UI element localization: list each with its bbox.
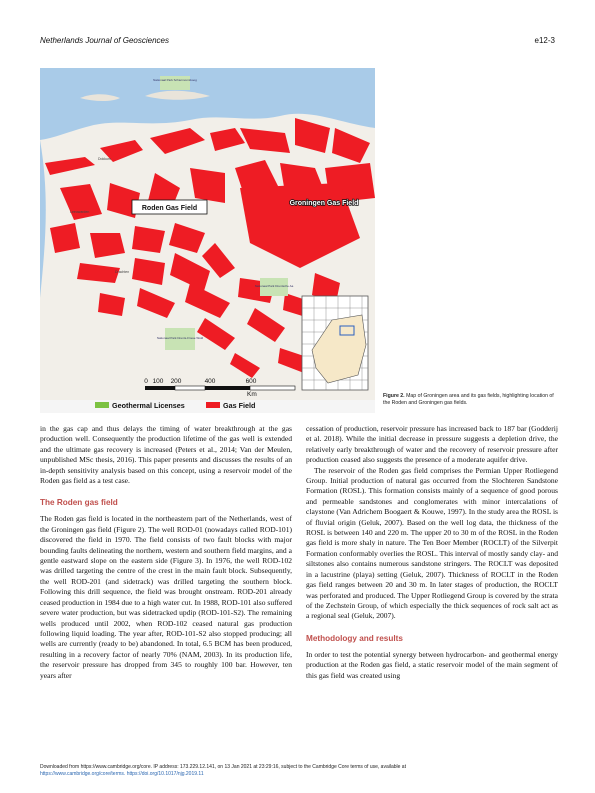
legend-gas-field: Gas Field bbox=[223, 401, 256, 410]
right-paragraph-3: In order to test the potential synergy between hydrocarbon- and geothermal energy production at the Roden gas field, a static reservoir model of the main segment of this gas field was created using bbox=[306, 649, 558, 680]
town-label-2: Leeuwarden bbox=[70, 210, 90, 214]
footer-line-2[interactable]: https://www.cambridge.org/core/terms. https://doi.org/10.1017/njg.2019.11 bbox=[40, 771, 204, 777]
park-label-2: Nationaal Park Drentsche Aa bbox=[254, 284, 294, 288]
right-paragraph-2: The reservoir of the Roden gas field comprises the Permian Upper Rotliegend Group. Initial production of natural gas occurred from the Slochteren Sandstone Formation (ROSL). This formation consists mainly of a sequence of good porous and permeable sandstones and conglomerates with minor intercalations of claystone (Van Adrichem Boogaert & Kouwe, 1997). In the study area the ROSL is of fluvial origin (Geluk, 2007). Based on the well log data, the thickness of the ROSL is between 140 and 220 m. The upper 20 to 30 m of the ROSL in the Roden gas field is more shaly in nature. The Ten Boer Member (ROCLT) of the Silverpit Formation conformably overlies the ROSL. This interval of mostly sandy clay- and siltstones also contains numerous sandstone stringers. The ROCLT was deposited in a lacustrine (playa) setting (Geluk, 2007). Thickness of ROCLT in the Roden gas field ranges between 20 and 30 m. In later stages of production, the ROCLT was perforated and produced. The Upper Rotliegend Group is covered by the strata of the Zechstein Group, of which especially the thick sequences of rock salt act as a regional seal (Geluk, 2007). bbox=[306, 465, 558, 621]
figure-caption-text: Map of Groningen area and its gas fields, highlighting location of the Roden and Groningen gas fields. bbox=[383, 393, 554, 406]
section-heading-methodology: Methodology and results bbox=[306, 633, 403, 643]
figure-map bbox=[40, 68, 375, 413]
scale-tick-200: 200 bbox=[170, 378, 182, 385]
town-label-1: Dokkum bbox=[98, 157, 111, 161]
left-paragraph-1: in the gas cap and thus delays the timing of water breakthrough at the gas production well. Consequently the production lifetime of the gas well is extended and the ultimate gas recovery is increased (Peters et al., 2014; Van der Meulen, unpublished MSc thesis, 2016). This paper presents and discusses the results of an in-depth sensitivity analysis based on this concept, using a reservoir model of the Roden gas field as a test case. bbox=[40, 424, 292, 486]
download-footer bbox=[40, 764, 560, 778]
page-number: e12-3 bbox=[534, 36, 555, 45]
town-label-3: Drachten bbox=[115, 270, 130, 274]
journal-title: Netherlands Journal of Geosciences bbox=[40, 36, 169, 45]
figure-caption bbox=[383, 393, 558, 407]
left-paragraph-2: The Roden gas field is located in the northeastern part of the Netherlands, west of the Groningen gas field (Figure 2). The well ROD-01 (nowadays called ROD-101) discovered the field in 1970. The field consists of two fault blocks with major bounding faults delineating the northern, western and southern field margins, and a gentle eastward slope on the eastern side (Figure 3). In 1976, the well ROD-102 was drilled targeting the centre of the crest in the main fault block. Subsequently, the well ROD-201 (and sidetrack) was drilled targeting the southern block. Following this drill sequence, the field was brought onstream. ROD-201 already ceased production in 1984 due to a high water cut. In 1988, ROD-101 also suffered severe water production, but was sidetracked updip (ROD-101-S2). The remaining wells produced until 2002, when ROD-102 ceased natural gas production following liquid loading. The year after, ROD-101-S2 also stopped producing; all wells are currently (ready to be) abandoned. In total, 6.5 BCM has been produced, resulting in a recovery factor of nearly 70% (NAM, 2003). In its production life, the reservoir pressure has dropped from 345 to roughly 100 bar. However, ten years after bbox=[40, 514, 292, 680]
running-head bbox=[40, 36, 555, 48]
scale-tick-0: 0 bbox=[144, 378, 148, 385]
roden-label: Roden Gas Field bbox=[141, 205, 198, 212]
right-column bbox=[306, 424, 558, 681]
park-label-1: Nationaal Park Schiermonnikoog bbox=[153, 78, 197, 82]
left-column bbox=[40, 424, 292, 681]
scale-tick-600: 600 bbox=[245, 378, 257, 385]
right-paragraph-1: cessation of production, reservoir pressure has increased back to 187 bar (Godderij et al. 2018). While the initial decrease in pressure suggests a depletion drive, the relatively early breakthrough of water and the recovery of reservoir pressure after production ceased also suggests the presence of a moderate aquifer drive. bbox=[306, 424, 558, 465]
figure-label: Figure 2. bbox=[383, 393, 405, 399]
groningen-label: Groningen Gas Field bbox=[289, 200, 359, 207]
scale-unit: Km bbox=[247, 391, 257, 398]
section-heading-roden: The Roden gas field bbox=[40, 498, 118, 508]
scale-tick-400: 400 bbox=[204, 378, 216, 385]
legend-geothermal: Geothermal Licenses bbox=[112, 401, 185, 410]
footer-line-1: Downloaded from https://www.cambridge.org/core. IP address: 173.229.12.141, on 13 Jan 2021 at 23:29:16, subject to the Cambridge Core terms of use, available at bbox=[40, 764, 406, 770]
map-legend bbox=[95, 401, 255, 410]
scale-tick-100: 100 bbox=[152, 378, 164, 385]
park-label-3: Nationaal Park Drents-Friese Wold bbox=[156, 336, 204, 340]
